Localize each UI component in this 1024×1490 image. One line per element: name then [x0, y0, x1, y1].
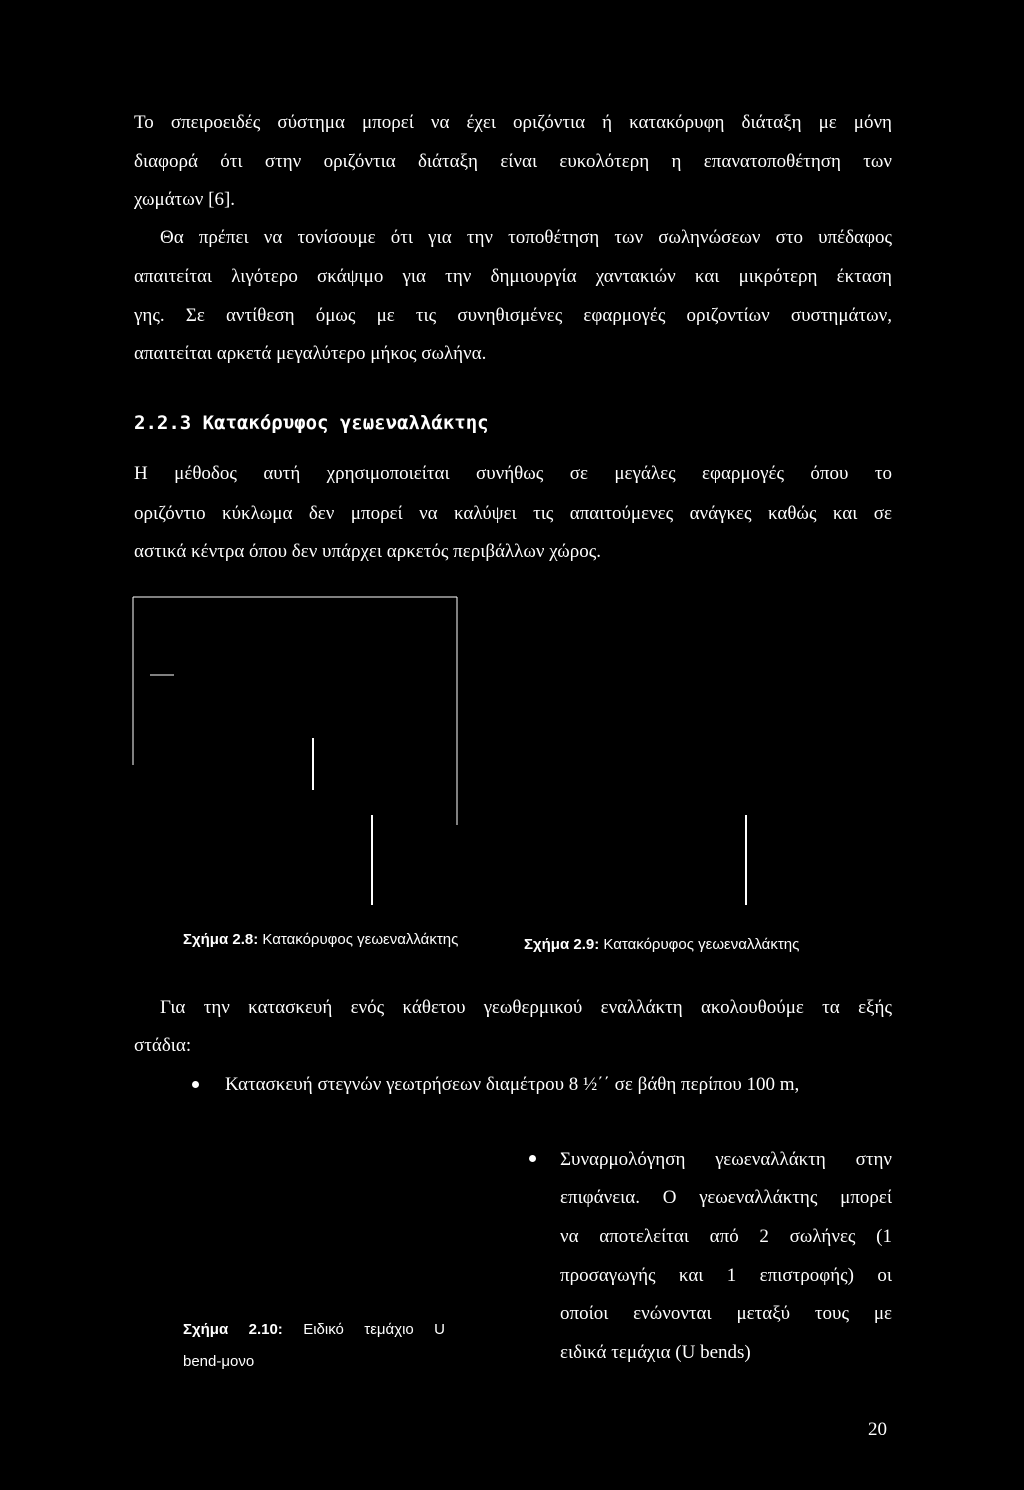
figure-2-9-label: Σχήμα 2.9:: [524, 936, 600, 953]
figure-2-10-caption: [183, 1320, 445, 1340]
bullet-1-text: Κατασκευή στεγνών γεωτρήσεων διαμέτρου 8 ½΄΄ σε βάθη περίπου 100 m,: [225, 1074, 800, 1095]
figure-2-10-text: Ειδικό τεμάχιο U: [303, 1321, 445, 1338]
construction-intro-line-1: Για την κατασκευή ενός κάθετου γεωθερμικού εναλλάκτη ακολουθούμε τα εξής: [160, 997, 892, 1018]
bullet-2-line-4: προσαγωγής και 1 επιστροφής) οι: [560, 1265, 892, 1286]
paragraph-2-line-4: απαιτείται αρκετά μεγαλύτερο μήκος σωλήνα.: [134, 343, 487, 364]
section-line-3: αστικά κέντρα όπου δεν υπάρχει αρκετός περιβάλλων χώρος.: [134, 541, 601, 562]
figure-2-10-label: Σχήμα 2.10:: [183, 1321, 283, 1338]
figure-2-8-text: Κατακόρυφος γεωεναλλάκτης: [262, 931, 459, 948]
figure-2-10-caption-line-2: bend-μονο: [183, 1353, 255, 1370]
figure-2-8-label: Σχήμα 2.8:: [183, 931, 259, 948]
section-line-2: οριζόντιο κύκλωμα δεν μπορεί να καλύψει τις απαιτούμενες ανάγκες καθώς και σε: [134, 503, 892, 524]
bullet-1-marker: [192, 1081, 199, 1088]
figure-2-9-caption: [524, 935, 799, 955]
section-heading: 2.2.3 Κατακόρυφος γεωεναλλάκτης: [134, 412, 489, 434]
bullet-2-line-5: οποίοι ενώνονται μεταξύ τους με: [560, 1303, 892, 1324]
section-line-1: Η μέθοδος αυτή χρησιμοποιείται συνήθως σε μεγάλες εφαρμογές όπου το: [134, 463, 892, 484]
paragraph-1-line-1: Το σπειροειδές σύστημα μπορεί να έχει οριζόντια ή κατακόρυφη διάταξη με μόνη: [134, 112, 892, 133]
bullet-2-line-3: να αποτελείται από 2 σωλήνες (1: [560, 1226, 892, 1247]
bullet-2-line-2: επιφάνεια. Ο γεωεναλλάκτης μπορεί: [560, 1187, 892, 1208]
paragraph-1-line-2: διαφορά ότι στην οριζόντια διάταξη είναι ευκολότερη η επανατοποθέτηση των: [134, 151, 892, 172]
paragraph-2-line-3: γης. Σε αντίθεση όμως με τις συνηθισμένες εφαρμογές οριζοντίων συστημάτων,: [134, 305, 892, 326]
bullet-2-marker: [529, 1155, 536, 1162]
paragraph-1-line-3: χωμάτων [6].: [134, 189, 236, 210]
figure-2-8-caption: [183, 930, 458, 950]
bullet-2-line-1: Συναρμολόγηση γεωεναλλάκτη στην: [560, 1149, 892, 1170]
bullet-2-line-6: ειδικά τεμάχια (U bends): [560, 1342, 751, 1363]
paragraph-2-line-1: Θα πρέπει να τονίσουμε ότι για την τοποθέτηση των σωληνώσεων στο υπέδαφος: [160, 227, 892, 248]
figure-2-9-text: Κατακόρυφος γεωεναλλάκτης: [603, 936, 800, 953]
page-number: 20: [868, 1419, 887, 1440]
construction-intro-line-2: στάδια:: [134, 1035, 192, 1056]
paragraph-2-line-2: απαιτείται λιγότερο σκάψιμο για την δημιουργία χαντακιών και μικρότερη έκταση: [134, 266, 892, 287]
